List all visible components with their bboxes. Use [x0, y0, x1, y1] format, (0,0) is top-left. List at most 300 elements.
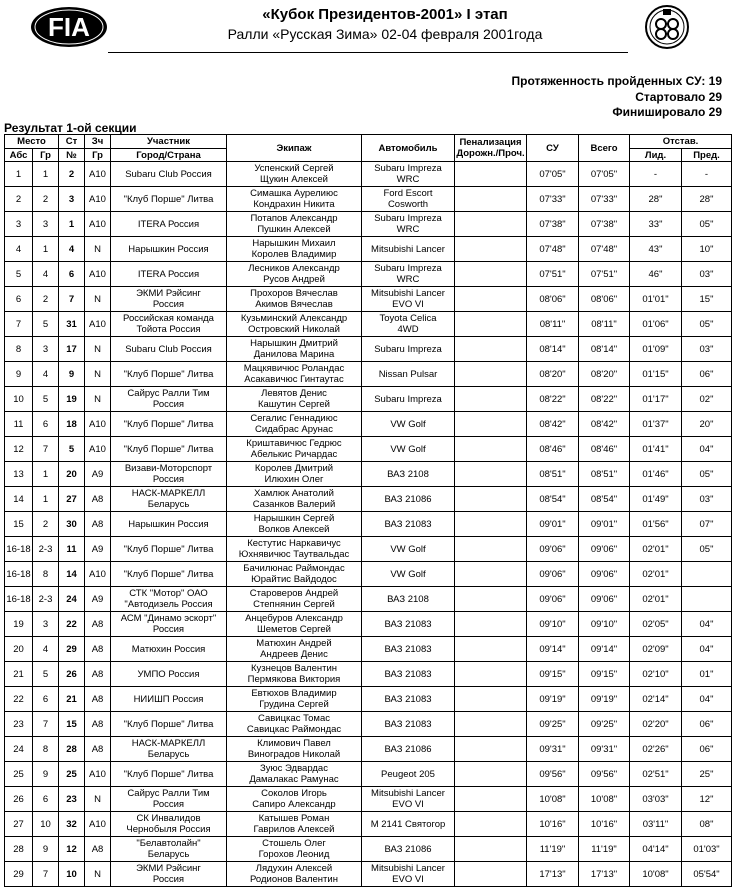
col-car: Автомобиль	[362, 135, 455, 162]
cell-car: М 2141 Святогор	[362, 812, 455, 837]
table-row	[5, 412, 732, 437]
cell-participant: "Клуб Порше" Литва	[111, 537, 227, 562]
cell-car: Subaru Impreza WRC	[362, 212, 455, 237]
cell-total: 09'01"	[579, 512, 630, 537]
table-row	[5, 237, 732, 262]
cell-gr: 6	[33, 412, 59, 437]
cell-crew: Матюхин Андрей Андреев Денис	[227, 637, 362, 662]
col-prev: Пред.	[682, 149, 732, 162]
cell-num: 7	[59, 287, 85, 312]
cell-num: 14	[59, 562, 85, 587]
cell-class: N	[85, 287, 111, 312]
cell-behind-leader: 02'14"	[630, 687, 682, 712]
cell-behind-leader: 01'41"	[630, 437, 682, 462]
cell-participant: "Клуб Порше" Литва	[111, 762, 227, 787]
cell-num: 20	[59, 462, 85, 487]
cell-gr: 7	[33, 862, 59, 887]
cell-behind-prev: 25"	[682, 762, 732, 787]
col-crew: Экипаж	[227, 135, 362, 162]
cell-participant: ЭКМИ Рэйсинг Россия	[111, 862, 227, 887]
fia-logo	[30, 6, 108, 48]
cell-penalty	[455, 262, 527, 287]
cell-gr: 8	[33, 562, 59, 587]
cell-su: 07'05"	[527, 162, 579, 187]
cell-behind-leader: 02'26"	[630, 737, 682, 762]
cell-car: Peugeot 205	[362, 762, 455, 787]
cell-crew: Анцебуров Александр Шеметов Сергей	[227, 612, 362, 637]
cell-num: 30	[59, 512, 85, 537]
cell-crew: Сегалис Геннадиюс Сидабрас Арунас	[227, 412, 362, 437]
cell-participant: "Клуб Порше" Литва	[111, 562, 227, 587]
cell-su: 08'54"	[527, 487, 579, 512]
cell-total: 09'25"	[579, 712, 630, 737]
cell-gr: 5	[33, 387, 59, 412]
cell-class: A10	[85, 437, 111, 462]
cell-total: 08'20"	[579, 362, 630, 387]
cell-crew: Королев Дмитрий Илюхин Олег	[227, 462, 362, 487]
cell-su: 09'10"	[527, 612, 579, 637]
cell-car: VW Golf	[362, 437, 455, 462]
cell-class: A10	[85, 212, 111, 237]
col-su: СУ	[527, 135, 579, 162]
cell-participant: "Клуб Порше" Литва	[111, 187, 227, 212]
cell-participant: Матюхин Россия	[111, 637, 227, 662]
col-num: №	[59, 149, 85, 162]
table-row	[5, 212, 732, 237]
cell-behind-prev: 03"	[682, 337, 732, 362]
cell-num: 21	[59, 687, 85, 712]
cell-gr: 2	[33, 512, 59, 537]
cell-class: A8	[85, 687, 111, 712]
cell-num: 10	[59, 862, 85, 887]
results-table	[4, 134, 732, 887]
table-row	[5, 662, 732, 687]
cell-total: 07'48"	[579, 237, 630, 262]
cell-num: 1	[59, 212, 85, 237]
cell-num: 27	[59, 487, 85, 512]
cell-car: Subaru Impreza WRC	[362, 262, 455, 287]
table-row	[5, 512, 732, 537]
cell-behind-leader: 01'06"	[630, 312, 682, 337]
cell-gr: 2	[33, 287, 59, 312]
cell-num: 17	[59, 337, 85, 362]
cell-total: 09'19"	[579, 687, 630, 712]
table-row	[5, 837, 732, 862]
cell-behind-leader: 10'08"	[630, 862, 682, 887]
cell-class: A10	[85, 162, 111, 187]
cell-crew: Левятов Денис Кашутин Сергей	[227, 387, 362, 412]
table-row	[5, 787, 732, 812]
cell-car: Mitsubishi Lancer EVO VI	[362, 862, 455, 887]
cell-behind-prev: 06"	[682, 712, 732, 737]
cell-su: 17'13"	[527, 862, 579, 887]
cell-crew: Симашка Аурелиюс Кондрахин Никита	[227, 187, 362, 212]
cell-abs: 9	[5, 362, 33, 387]
cell-behind-leader: 01'37"	[630, 412, 682, 437]
cell-penalty	[455, 637, 527, 662]
table-row	[5, 337, 732, 362]
cell-total: 07'33"	[579, 187, 630, 212]
cell-total: 09'06"	[579, 537, 630, 562]
cell-participant: СК Инвалидов Чернобыля Россия	[111, 812, 227, 837]
cell-behind-leader: 01'09"	[630, 337, 682, 362]
cell-crew: Савицкас Томас Савицкас Раймондас	[227, 712, 362, 737]
cell-su: 10'08"	[527, 787, 579, 812]
cell-crew: Прохоров Вячеслав Акимов Вячеслав	[227, 287, 362, 312]
cell-class: A8	[85, 662, 111, 687]
cell-su: 09'14"	[527, 637, 579, 662]
cell-crew: Нарышкин Дмитрий Данилова Марина	[227, 337, 362, 362]
cell-su: 09'56"	[527, 762, 579, 787]
cell-behind-prev: 10"	[682, 237, 732, 262]
cell-class: A10	[85, 412, 111, 437]
cell-penalty	[455, 237, 527, 262]
cell-gr: 3	[33, 337, 59, 362]
cell-su: 11'19"	[527, 837, 579, 862]
table-row	[5, 687, 732, 712]
cell-su: 10'16"	[527, 812, 579, 837]
cell-participant: ITERA Россия	[111, 212, 227, 237]
cell-participant: "Клуб Порше" Литва	[111, 362, 227, 387]
cell-gr: 7	[33, 437, 59, 462]
cell-car: VW Golf	[362, 562, 455, 587]
cell-behind-prev: 05"	[682, 462, 732, 487]
cell-class: A8	[85, 737, 111, 762]
cell-class: N	[85, 787, 111, 812]
col-participant: Участник	[111, 135, 227, 149]
cell-total: 08'54"	[579, 487, 630, 512]
cell-behind-prev: 05"	[682, 312, 732, 337]
cell-total: 07'38"	[579, 212, 630, 237]
cell-penalty	[455, 537, 527, 562]
cell-penalty	[455, 362, 527, 387]
cell-behind-leader: 01'46"	[630, 462, 682, 487]
cell-gr: 6	[33, 787, 59, 812]
cell-behind-prev: 12"	[682, 787, 732, 812]
cell-total: 09'10"	[579, 612, 630, 637]
cell-class: A10	[85, 762, 111, 787]
cell-su: 07'33"	[527, 187, 579, 212]
cell-behind-leader: 03'03"	[630, 787, 682, 812]
col-place: Место	[5, 135, 59, 149]
cell-total: 08'06"	[579, 287, 630, 312]
cell-num: 2	[59, 162, 85, 187]
cell-car: VW Golf	[362, 412, 455, 437]
cell-car: Mitsubishi Lancer	[362, 237, 455, 262]
cell-class: A8	[85, 837, 111, 862]
cell-total: 10'08"	[579, 787, 630, 812]
cell-su: 08'14"	[527, 337, 579, 362]
cell-participant: Нарышкин Россия	[111, 237, 227, 262]
cell-gr: 2-3	[33, 537, 59, 562]
cell-behind-prev: 05'54"	[682, 862, 732, 887]
cell-num: 18	[59, 412, 85, 437]
cell-su: 09'06"	[527, 537, 579, 562]
cell-penalty	[455, 837, 527, 862]
cell-gr: 8	[33, 737, 59, 762]
cell-su: 08'11"	[527, 312, 579, 337]
cell-behind-leader: 01'17"	[630, 387, 682, 412]
cell-abs: 8	[5, 337, 33, 362]
cell-crew: Кестутис Наркавичус Юхнявичюс Таутвальдас	[227, 537, 362, 562]
cell-su: 08'06"	[527, 287, 579, 312]
cell-behind-prev: 05"	[682, 537, 732, 562]
cell-behind-prev: 20"	[682, 412, 732, 437]
cell-crew: Соколов Игорь Сапиро Александр	[227, 787, 362, 812]
cell-behind-leader: 04'14"	[630, 837, 682, 862]
cell-behind-prev: 04"	[682, 612, 732, 637]
table-row	[5, 287, 732, 312]
cell-behind-leader: 03'11"	[630, 812, 682, 837]
cell-gr: 1	[33, 487, 59, 512]
cell-penalty	[455, 437, 527, 462]
cell-crew: Кузьминский Александр Островский Николай	[227, 312, 362, 337]
cell-abs: 10	[5, 387, 33, 412]
cell-su: 07'38"	[527, 212, 579, 237]
cell-gr: 1	[33, 162, 59, 187]
cell-num: 11	[59, 537, 85, 562]
header-divider	[108, 52, 628, 53]
cell-gr: 6	[33, 687, 59, 712]
cell-num: 4	[59, 237, 85, 262]
col-leader: Лид.	[630, 149, 682, 162]
col-abs: Абс	[5, 149, 33, 162]
table-row	[5, 737, 732, 762]
cell-class: A8	[85, 712, 111, 737]
cell-crew: Криштавичюс Гедрюс Абелькис Ричардас	[227, 437, 362, 462]
cell-behind-prev: 02"	[682, 387, 732, 412]
table-row	[5, 262, 732, 287]
cell-car: ВАЗ 21083	[362, 662, 455, 687]
cell-gr: 3	[33, 212, 59, 237]
stage-distance: Протяженность пройденных СУ: 19	[511, 74, 722, 88]
results-body	[5, 162, 732, 887]
cell-car: ВАЗ 21086	[362, 487, 455, 512]
cell-behind-prev: -	[682, 162, 732, 187]
cell-car: Ford Escort Cosworth	[362, 187, 455, 212]
cell-crew: Лядухин Алексей Родионов Валентин	[227, 862, 362, 887]
cell-gr: 1	[33, 462, 59, 487]
table-row	[5, 812, 732, 837]
cell-class: A9	[85, 537, 111, 562]
cell-penalty	[455, 587, 527, 612]
cell-abs: 29	[5, 862, 33, 887]
cell-car: ВАЗ 2108	[362, 587, 455, 612]
cell-behind-prev: 04"	[682, 437, 732, 462]
cell-crew: Потапов Александр Пушкин Алексей	[227, 212, 362, 237]
cell-behind-prev: 05"	[682, 212, 732, 237]
cell-crew: Кузнецов Валентин Пермякова Виктория	[227, 662, 362, 687]
cell-total: 07'51"	[579, 262, 630, 287]
cell-gr: 5	[33, 312, 59, 337]
cell-abs: 15	[5, 512, 33, 537]
cell-su: 09'01"	[527, 512, 579, 537]
cell-crew: Лесников Александр Русов Андрей	[227, 262, 362, 287]
cell-gr: 1	[33, 237, 59, 262]
cell-crew: Евтюхов Владимир Грудина Сергей	[227, 687, 362, 712]
cell-car: Subaru Impreza WRC	[362, 162, 455, 187]
cell-behind-leader: 46"	[630, 262, 682, 287]
finished-count: Финишировало 29	[612, 105, 722, 119]
cell-gr: 2	[33, 187, 59, 212]
document-subtitle: Ралли «Русская Зима» 02-04 февраля 2001года	[227, 26, 543, 42]
cell-penalty	[455, 712, 527, 737]
cell-behind-leader: 02'20"	[630, 712, 682, 737]
cell-behind-leader: 01'49"	[630, 487, 682, 512]
section-title: Результат 1-ой секции	[4, 121, 137, 135]
cell-participant: НИИШП Россия	[111, 687, 227, 712]
cell-crew: Нарышкин Михаил Королев Владимир	[227, 237, 362, 262]
cell-behind-leader: 02'51"	[630, 762, 682, 787]
cell-abs: 19	[5, 612, 33, 637]
cell-total: 09'06"	[579, 562, 630, 587]
cell-abs: 22	[5, 687, 33, 712]
cell-behind-prev: 04"	[682, 687, 732, 712]
cell-class: N	[85, 237, 111, 262]
cell-abs: 6	[5, 287, 33, 312]
cell-participant: НАСК-МАРКЕЛЛ Беларусь	[111, 737, 227, 762]
cell-penalty	[455, 387, 527, 412]
cell-participant: Российская команда Тойота Россия	[111, 312, 227, 337]
col-penalty: Пенализация Дорожн./Проч.	[455, 135, 527, 162]
cell-penalty	[455, 862, 527, 887]
cell-class: A10	[85, 262, 111, 287]
cell-su: 09'06"	[527, 562, 579, 587]
cell-gr: 5	[33, 662, 59, 687]
col-gr: Гр	[33, 149, 59, 162]
cell-participant: "Клуб Порше" Литва	[111, 712, 227, 737]
cell-crew: Катышев Роман Гаврилов Алексей	[227, 812, 362, 837]
cell-total: 08'14"	[579, 337, 630, 362]
col-total: Всего	[579, 135, 630, 162]
cell-penalty	[455, 287, 527, 312]
cell-total: 08'22"	[579, 387, 630, 412]
cell-penalty	[455, 762, 527, 787]
fia-logo-text: FIA	[48, 12, 90, 42]
cell-penalty	[455, 162, 527, 187]
cell-class: N	[85, 387, 111, 412]
cell-su: 08'20"	[527, 362, 579, 387]
cell-crew: Климович Павел Виноградов Николай	[227, 737, 362, 762]
cell-su: 09'15"	[527, 662, 579, 687]
cell-su: 09'25"	[527, 712, 579, 737]
col-zach: Зч	[85, 135, 111, 149]
cell-total: 09'06"	[579, 587, 630, 612]
cell-participant: ЭКМИ Рэйсинг Россия	[111, 287, 227, 312]
cell-behind-leader: 28"	[630, 187, 682, 212]
cell-abs: 2	[5, 187, 33, 212]
cell-su: 07'51"	[527, 262, 579, 287]
cell-num: 24	[59, 587, 85, 612]
cell-penalty	[455, 187, 527, 212]
cell-behind-leader: 02'01"	[630, 587, 682, 612]
cell-total: 09'56"	[579, 762, 630, 787]
cell-abs: 1	[5, 162, 33, 187]
cell-num: 9	[59, 362, 85, 387]
cell-participant: НАСК-МАРКЕЛЛ Беларусь	[111, 487, 227, 512]
cell-total: 11'19"	[579, 837, 630, 862]
table-row	[5, 487, 732, 512]
cell-penalty	[455, 512, 527, 537]
cell-su: 08'42"	[527, 412, 579, 437]
cell-car: ВАЗ 21083	[362, 612, 455, 637]
cell-car: ВАЗ 21083	[362, 512, 455, 537]
cell-abs: 27	[5, 812, 33, 837]
cell-total: 09'31"	[579, 737, 630, 762]
cell-penalty	[455, 687, 527, 712]
col-city-country: Город/Страна	[111, 149, 227, 162]
cell-behind-prev: 04"	[682, 637, 732, 662]
cell-abs: 14	[5, 487, 33, 512]
cell-abs: 7	[5, 312, 33, 337]
table-row	[5, 387, 732, 412]
cell-class: A8	[85, 487, 111, 512]
cell-class: A8	[85, 512, 111, 537]
cell-gr: 4	[33, 637, 59, 662]
cell-su: 09'19"	[527, 687, 579, 712]
cell-behind-prev: 03"	[682, 262, 732, 287]
cell-class: A10	[85, 812, 111, 837]
cell-abs: 16-18	[5, 562, 33, 587]
cell-behind-leader: 02'01"	[630, 562, 682, 587]
cell-gr: 3	[33, 612, 59, 637]
cell-car: Subaru Impreza	[362, 387, 455, 412]
cell-participant: ITERA Россия	[111, 262, 227, 287]
cell-behind-prev	[682, 587, 732, 612]
cell-behind-leader: 43"	[630, 237, 682, 262]
table-row	[5, 162, 732, 187]
cell-penalty	[455, 662, 527, 687]
cell-participant: УМПО Россия	[111, 662, 227, 687]
cell-crew: Успенский Сергей Щукин Алексей	[227, 162, 362, 187]
cell-num: 6	[59, 262, 85, 287]
cell-participant: СТК "Мотор" ОАО "Автодизель Россия	[111, 587, 227, 612]
cell-car: ВАЗ 21083	[362, 637, 455, 662]
cell-su: 07'48"	[527, 237, 579, 262]
cell-class: A10	[85, 312, 111, 337]
table-row	[5, 537, 732, 562]
started-count: Стартовало 29	[635, 90, 722, 104]
cell-car: ВАЗ 21083	[362, 687, 455, 712]
cell-penalty	[455, 487, 527, 512]
cell-abs: 21	[5, 662, 33, 687]
cell-abs: 20	[5, 637, 33, 662]
cell-su: 09'31"	[527, 737, 579, 762]
table-row	[5, 362, 732, 387]
cell-abs: 3	[5, 212, 33, 237]
cell-gr: 10	[33, 812, 59, 837]
cell-behind-prev: 06"	[682, 362, 732, 387]
cell-participant: Subaru Club Россия	[111, 162, 227, 187]
cell-abs: 12	[5, 437, 33, 462]
cell-behind-prev	[682, 562, 732, 587]
cell-behind-prev: 06"	[682, 737, 732, 762]
cell-participant: "Клуб Порше" Литва	[111, 412, 227, 437]
cell-behind-prev: 08"	[682, 812, 732, 837]
cell-abs: 24	[5, 737, 33, 762]
table-row	[5, 312, 732, 337]
cell-total: 08'42"	[579, 412, 630, 437]
cell-class: A10	[85, 187, 111, 212]
table-row	[5, 587, 732, 612]
cell-num: 15	[59, 712, 85, 737]
cell-total: 09'15"	[579, 662, 630, 687]
cell-abs: 16-18	[5, 587, 33, 612]
cell-class: N	[85, 862, 111, 887]
cell-num: 31	[59, 312, 85, 337]
cell-num: 22	[59, 612, 85, 637]
cell-gr: 4	[33, 262, 59, 287]
